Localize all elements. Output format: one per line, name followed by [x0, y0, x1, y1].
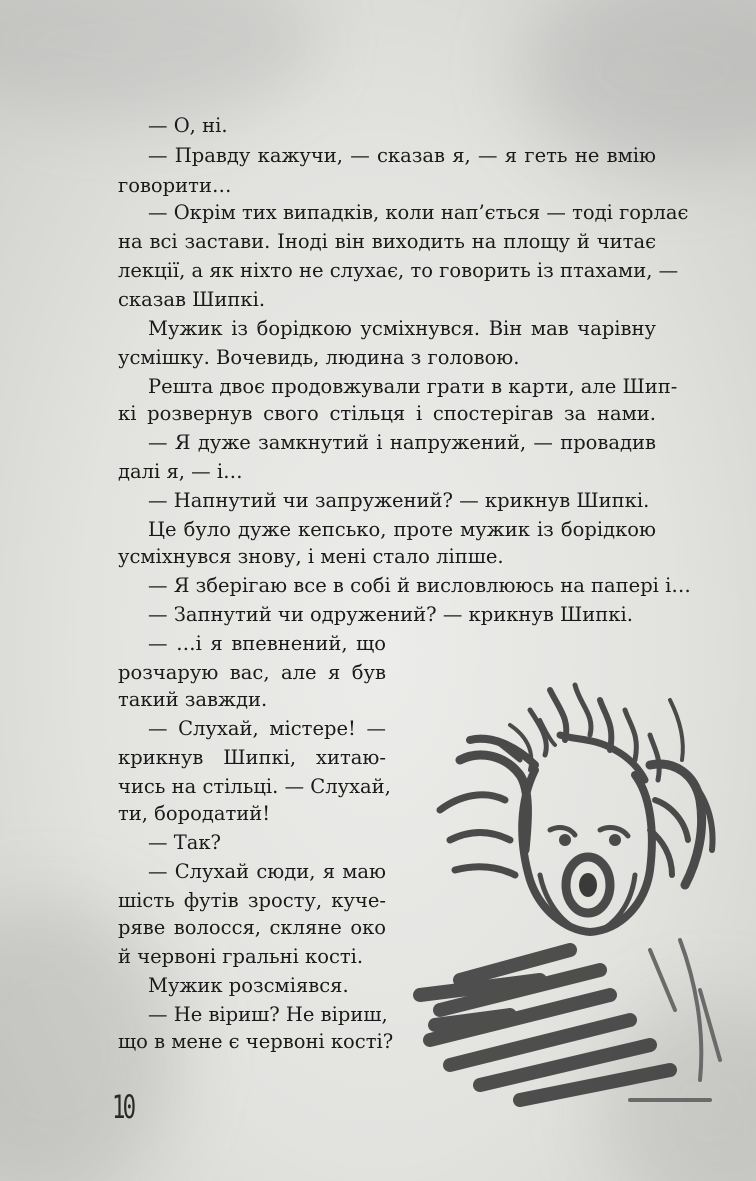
text-line: Мужик із борідкою усміхнувся. Він мав чарівну	[148, 317, 656, 340]
text-line: — Напнутий чи запружений? — крикнув Шипкі.	[148, 489, 650, 512]
text-line: Це було дуже кепсько, проте мужик із борідкою	[148, 518, 656, 541]
text-line: лекції, а як ніхто не слухає, то говорить із птахами, —	[118, 259, 679, 282]
text-line: — Не віриш? Не віриш,	[148, 1003, 388, 1026]
text-line: що в мене є червоні кості?	[118, 1030, 394, 1053]
text-line: такий завжди.	[118, 688, 268, 711]
text-line: — Слухай сюди, я маю	[148, 860, 386, 883]
text-line: ряве волосся, скляне око	[118, 916, 386, 939]
text-line: й червоні гральні кості.	[118, 945, 364, 968]
text-line: Мужик розсміявся.	[148, 974, 349, 997]
text-line: — Я дуже замкнутий і напружений, — провадив	[148, 431, 656, 454]
text-line: чись на стільці. — Слухай,	[118, 775, 391, 798]
text-line: — Правду кажучи, — сказав я, — я геть не вмію	[148, 144, 656, 167]
text-line: на всі застави. Іноді він виходить на площу й читає	[118, 230, 656, 253]
text-line: кі розвернув свого стільця і спостерігав за нами.	[118, 402, 656, 425]
text-line: крикнув Шипкі, хитаю-	[118, 746, 386, 769]
text-line: сказав Шипкі.	[118, 288, 266, 311]
paper-stain	[0, 0, 320, 120]
text-line: шість футів зросту, куче-	[118, 889, 386, 912]
screaming-figure-illustration	[400, 680, 730, 1120]
text-line: ти, бородатий!	[118, 802, 271, 825]
page-number: 10	[112, 1088, 134, 1126]
text-line: — Я зберігаю все в собі й висловлююсь на папері і…	[148, 574, 691, 597]
text-line: — …і я впевнений, що	[148, 632, 386, 655]
text-line: — Так?	[148, 831, 221, 854]
text-line: говорити…	[118, 174, 232, 197]
text-line: — Запнутий чи одружений? — крикнув Шипкі.	[148, 603, 633, 626]
text-line: далі я, — і…	[118, 460, 243, 483]
text-line: — Слухай, містере! —	[148, 717, 386, 740]
text-line: Решта двоє продовжували грати в карти, але Шип-	[148, 375, 678, 398]
text-line: розчарую вас, але я був	[118, 661, 386, 684]
text-line: — Окрім тих випадків, коли нап’ється — тоді горлає	[148, 201, 689, 224]
text-line: усміхнувся знову, і мені стало ліпше.	[118, 545, 504, 568]
text-line: усмішку. Вочевидь, людина з головою.	[118, 346, 520, 369]
text-line: — О, ні.	[148, 114, 228, 137]
